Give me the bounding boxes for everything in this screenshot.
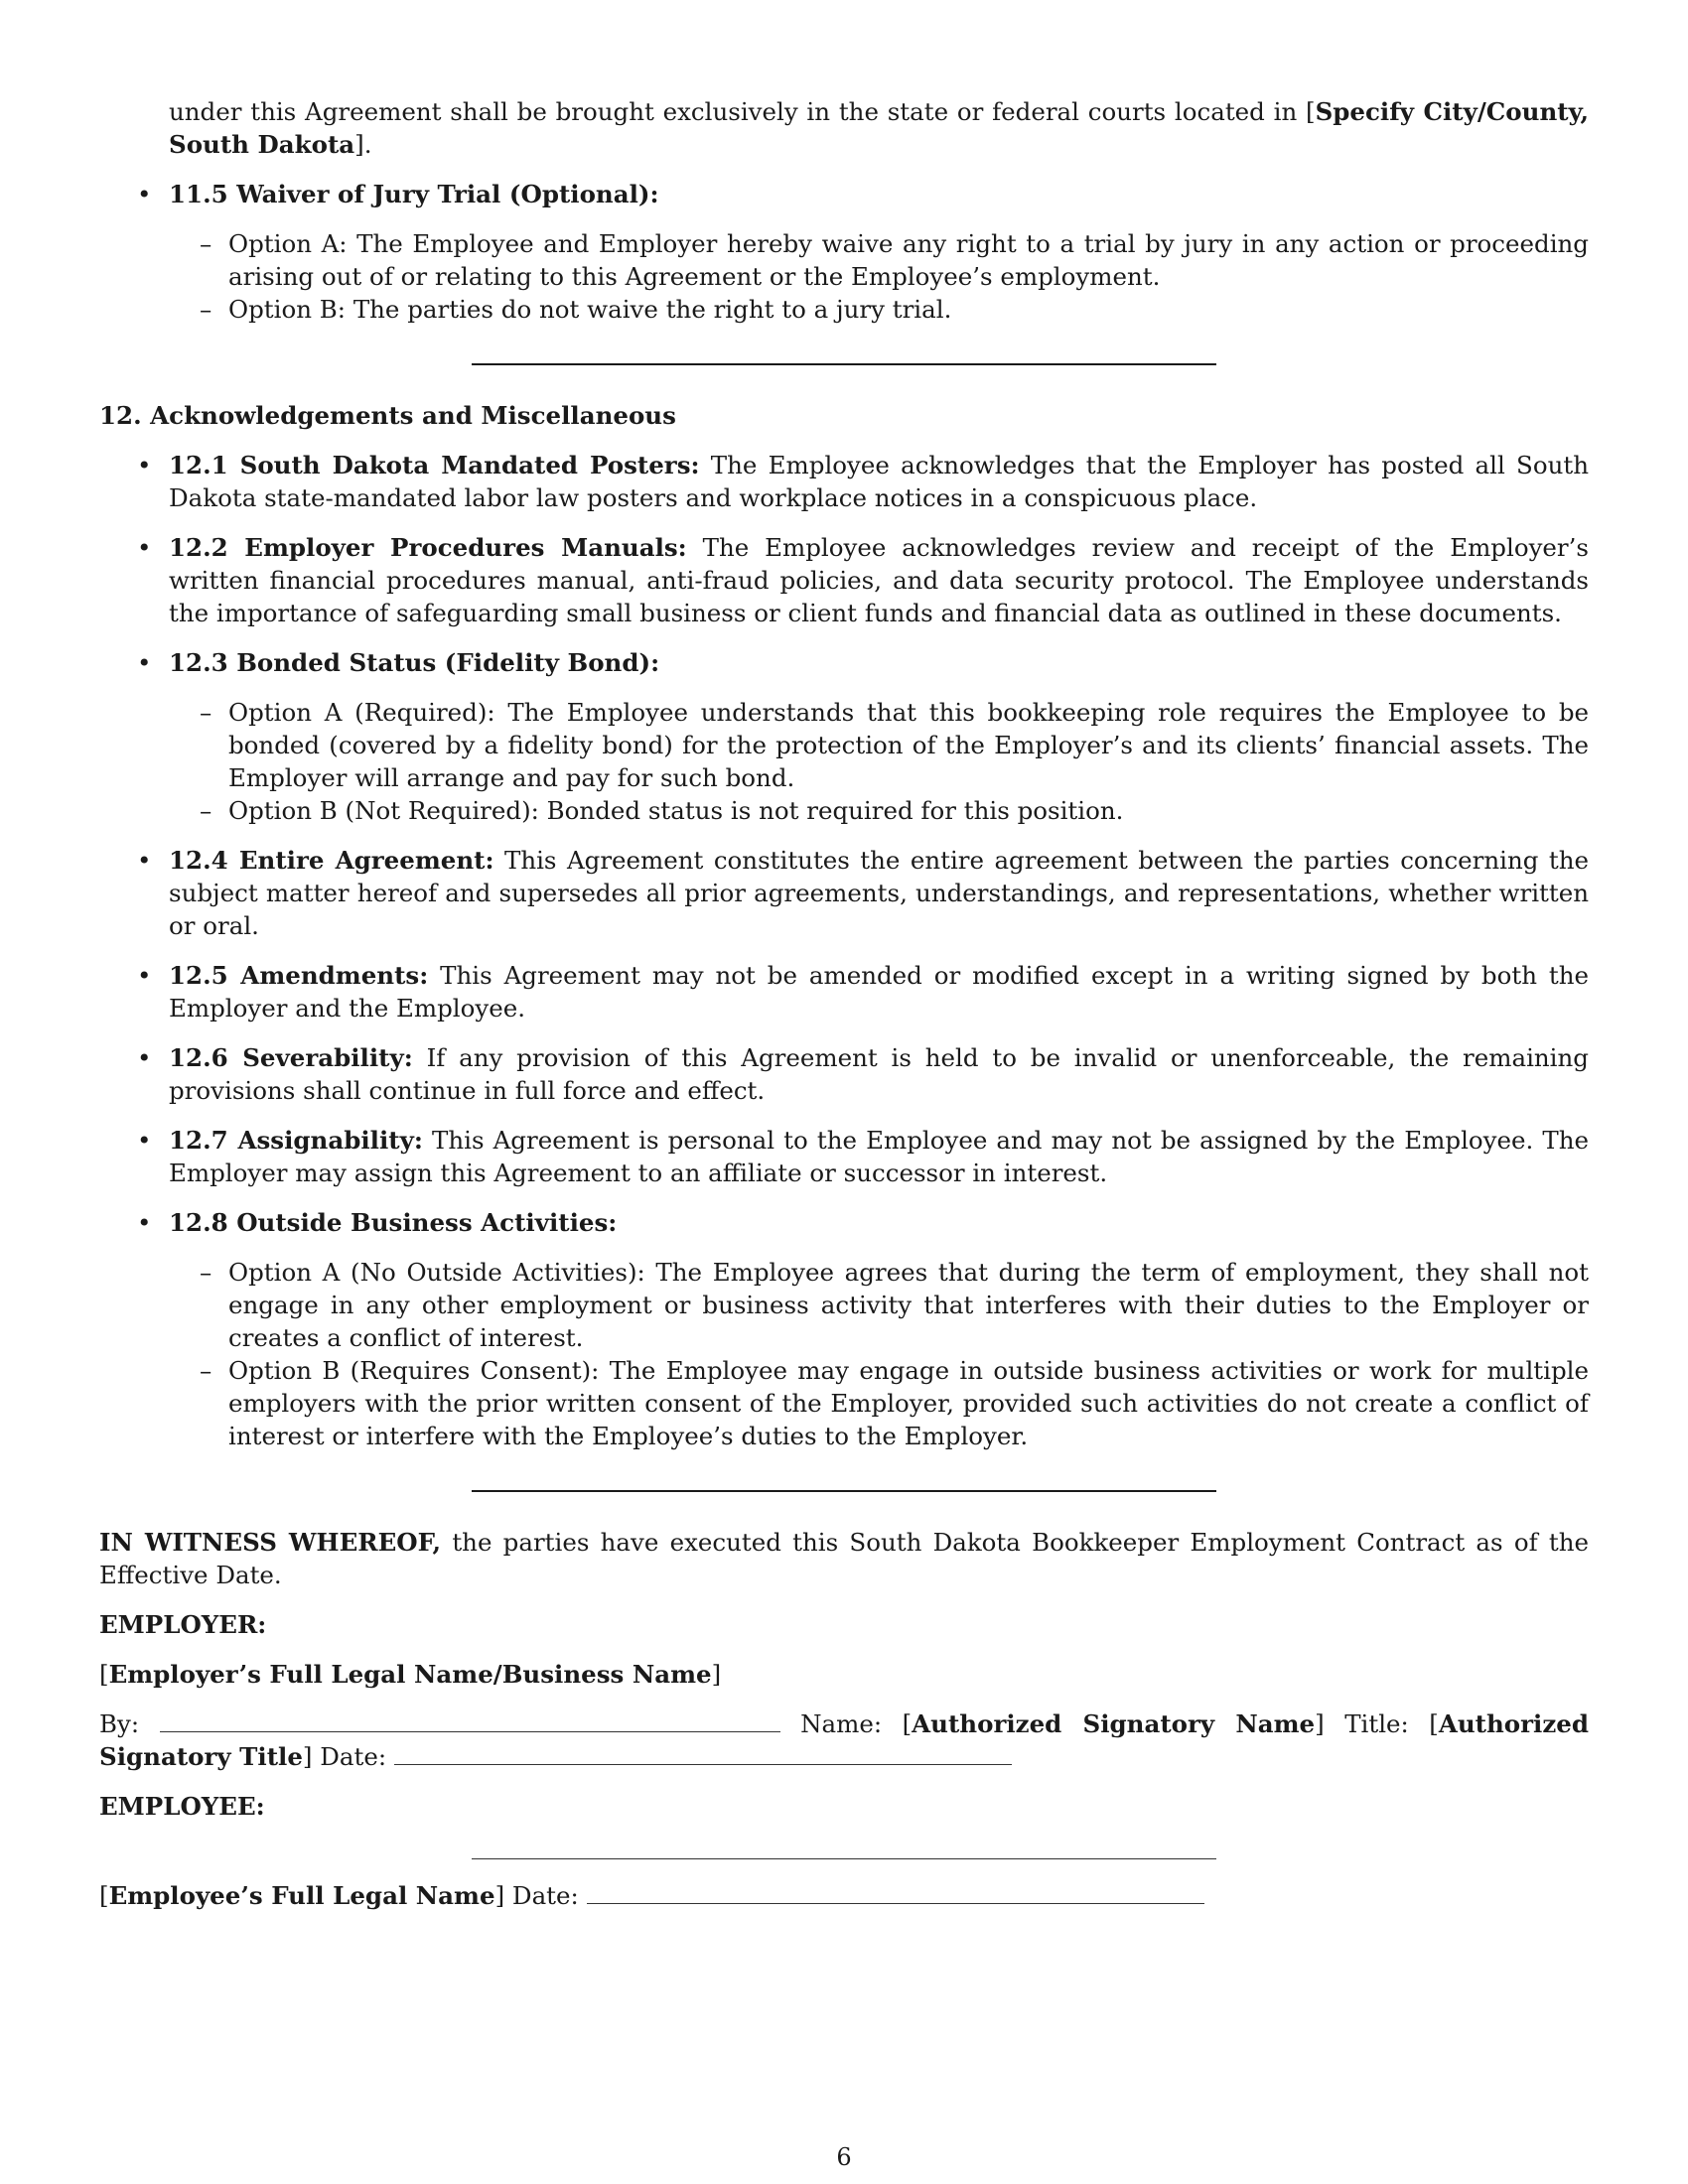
section-12-list bbox=[99, 449, 1589, 1452]
employer-heading bbox=[99, 1608, 1589, 1641]
option-b: – Option B: The parties do not waive the right to a jury trial. bbox=[169, 293, 1589, 326]
clause-12-2 bbox=[99, 531, 1589, 629]
witness-text: the parties have executed this South Dakota Bookkeeper Employment Contract as of the Effective Date. bbox=[99, 1528, 1589, 1589]
employee-name-placeholder: Employee’s Full Legal Name bbox=[108, 1881, 495, 1910]
date-label: Date: bbox=[511, 1881, 579, 1910]
clause-12-4 bbox=[99, 844, 1589, 942]
name-label: Name: bbox=[800, 1709, 883, 1738]
governing-law-continuation bbox=[99, 95, 1589, 161]
document-page bbox=[99, 95, 1589, 1912]
clause-heading: 12.1 South Dakota Mandated Posters: bbox=[169, 451, 700, 479]
clause-12-6 bbox=[99, 1041, 1589, 1107]
clause-heading: 12.7 Assignability: bbox=[169, 1126, 423, 1155]
employer-heading-text: EMPLOYER: bbox=[99, 1610, 267, 1639]
option-b: – Option B (Not Required): Bonded status is not required for this position. bbox=[169, 794, 1589, 827]
options-list bbox=[169, 227, 1589, 326]
clause-text: If any provision of this Agreement is held to be invalid or unenforceable, the remaining provisions shall continue in full force and effect. bbox=[169, 1043, 1589, 1105]
date-label: Date: bbox=[320, 1742, 387, 1771]
witness-lead: IN WITNESS WHEREOF, bbox=[99, 1528, 442, 1557]
continuation-end: ]. bbox=[354, 130, 372, 159]
clause-11-5 bbox=[99, 178, 1589, 326]
clause-heading: 11.5 Waiver of Jury Trial (Optional): bbox=[169, 180, 659, 208]
clause-heading: 12.5 Amendments: bbox=[169, 961, 429, 990]
title-label: Title: bbox=[1344, 1709, 1409, 1738]
option-a: – Option A (No Outside Activities): The Employee agrees that during the term of employment, they shall not engage in any other employment or business activity that interferes with their duties to the Employer or creates a conflict of interest. bbox=[169, 1256, 1589, 1354]
clause-text: This Agreement may not be amended or modified except in a writing signed by both the Employer and the Employee. bbox=[169, 961, 1589, 1023]
by-label: By: bbox=[99, 1709, 140, 1738]
clause-12-7 bbox=[99, 1124, 1589, 1189]
employee-heading-text: EMPLOYEE: bbox=[99, 1792, 265, 1821]
venue-placeholder: Specify City/County, South Dakota bbox=[169, 97, 1589, 159]
employee-heading bbox=[99, 1790, 1589, 1823]
witness-statement bbox=[99, 1526, 1589, 1591]
clause-text: The Employee acknowledges review and receipt of the Employer’s written financial procedures manual, anti-fraud policies, and data security protocol. The Employee understands the importance of safeguarding small business or client funds and financial data as outlined in these documents. bbox=[169, 533, 1589, 627]
employer-date-line[interactable] bbox=[394, 1740, 1012, 1765]
options-list bbox=[169, 1256, 1589, 1452]
option-a: – Option A (Required): The Employee understands that this bookkeeping role requires the Employee to be bonded (covered by a fidelity bond) for the protection of the Employer’s and its clients’ financial assets. The Employer will arrange and pay for such bond. bbox=[169, 696, 1589, 794]
clause-heading: 12.4 Entire Agreement: bbox=[169, 846, 494, 875]
clause-12-3 bbox=[99, 646, 1589, 827]
employer-signature-block: By: Name: [Authorized Signatory Name] Title: [Authorized Signatory Title] Date: bbox=[99, 1709, 1589, 1771]
employer-name-placeholder: Employer’s Full Legal Name/Business Name bbox=[108, 1660, 712, 1689]
clause-12-1 bbox=[99, 449, 1589, 514]
clause-heading: 12.6 Severability: bbox=[169, 1043, 413, 1072]
clause-text: The Employee acknowledges that the Employer has posted all South Dakota state-mandated labor law posters and workplace notices in a conspicuous place. bbox=[169, 451, 1589, 512]
section-11-list bbox=[99, 178, 1589, 326]
clause-12-5 bbox=[99, 959, 1589, 1024]
clause-text: This Agreement is personal to the Employee and may not be assigned by the Employee. The Employer may assign this Agreement to an affiliate or successor in interest. bbox=[169, 1126, 1590, 1187]
option-b: – Option B (Requires Consent): The Employee may engage in outside business activities or work for multiple employers with the prior written consent of the Employer, provided such activities do not create a conflict of interest or interfere with the Employee’s duties to the Employer. bbox=[169, 1354, 1589, 1452]
signatory-title-placeholder: Authorized Signatory Title bbox=[99, 1709, 1589, 1771]
section-12-heading: 12. Acknowledgements and Miscellaneous bbox=[99, 401, 676, 430]
page-number: 6 bbox=[836, 2143, 852, 2171]
options-list bbox=[169, 696, 1589, 827]
employer-signature-line[interactable] bbox=[160, 1707, 780, 1732]
signatory-name-placeholder: Authorized Signatory Name bbox=[912, 1709, 1316, 1738]
continuation-text: under this Agreement shall be brought exclusively in the state or federal courts located in [ bbox=[169, 97, 1316, 126]
employee-date-line[interactable] bbox=[587, 1879, 1204, 1904]
clause-heading: 12.8 Outside Business Activities: bbox=[169, 1208, 618, 1237]
clause-heading: 12.3 Bonded Status (Fidelity Bond): bbox=[169, 648, 660, 677]
clause-heading: 12.2 Employer Procedures Manuals: bbox=[169, 533, 687, 562]
section-divider bbox=[472, 363, 1216, 365]
employer-name-line: [Employer’s Full Legal Name/Business Name] bbox=[99, 1660, 722, 1689]
clause-12-8 bbox=[99, 1206, 1589, 1452]
section-divider bbox=[472, 1490, 1216, 1492]
clause-text: This Agreement constitutes the entire agreement between the parties concerning the subject matter hereof and supersedes all prior agreements, understandings, and representations, whether written or oral. bbox=[169, 846, 1590, 940]
option-a: – Option A: The Employee and Employer hereby waive any right to a trial by jury in any action or proceeding arising out of or relating to this Agreement or the Employee’s employment. bbox=[169, 227, 1589, 293]
employee-name-date-line: [Employee’s Full Legal Name] Date: bbox=[99, 1879, 1589, 1912]
employee-signature-line[interactable] bbox=[472, 1858, 1216, 1859]
